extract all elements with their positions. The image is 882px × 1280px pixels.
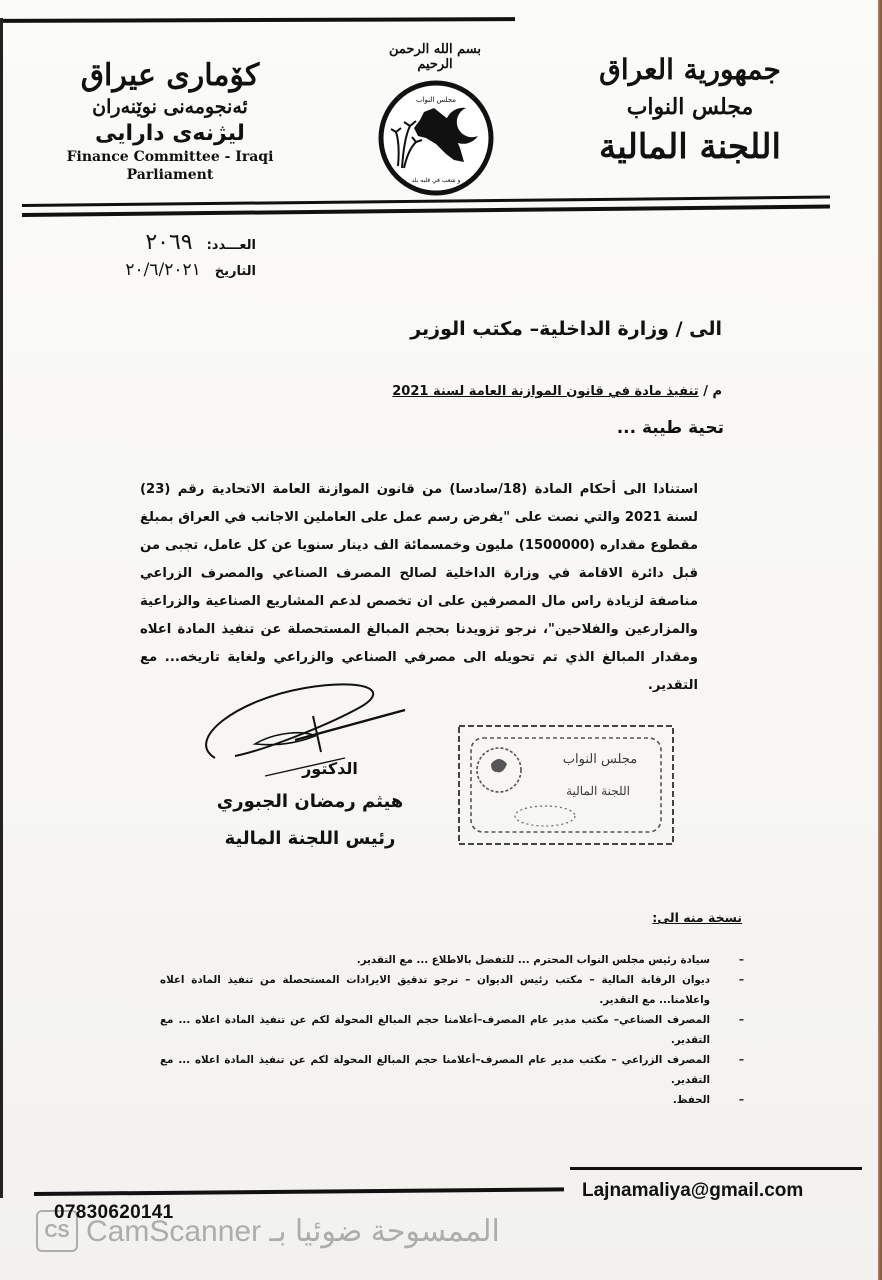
arabic-country-name: جمهورية العراق bbox=[599, 53, 781, 86]
subject-line bbox=[392, 384, 722, 399]
english-parliament: Parliament bbox=[126, 167, 214, 183]
camscanner-text: الممسوحة ضوئيا بـ CamScanner bbox=[86, 1214, 500, 1248]
bullet-dash: – bbox=[738, 1094, 744, 1106]
recipient-line: الى / وزارة الداخلية– مكتب الوزير bbox=[410, 318, 722, 340]
footer-rule bbox=[34, 1187, 564, 1196]
bullet-dash: – bbox=[738, 1014, 744, 1026]
page-edge-shadow bbox=[878, 0, 882, 1280]
arabic-parliament-name: مجلس النواب bbox=[626, 94, 754, 120]
emblem-bottom-text: و شعب في قلبه بلد bbox=[411, 177, 461, 184]
signature-block bbox=[200, 756, 420, 856]
contact-phone: 07830620141 bbox=[54, 1202, 174, 1223]
cc-item-text: ديوان الرقابة المالية – مكتب رئيس الديوان – نرجو تدقيق الايرادات المستحصلة من تنفيذ المادة اعلاه واعلامنا... مع التقدير. bbox=[160, 974, 710, 1006]
stamp-text-committee: اللجنة المالية bbox=[566, 784, 630, 798]
date-row bbox=[46, 260, 256, 290]
cc-item bbox=[160, 1090, 750, 1110]
subject-text: تنفيذ مادة في قانون الموازنة العامة لسنة 2021 bbox=[392, 384, 699, 399]
body-paragraph: استنادا الى أحكام المادة (18/سادسا) من قانون الموازنة العامة الاتحادية رقم (23) لسنة 2021 والتي نصت على "يفرض رسم عمل على العاملين الاجانب في العراق بمبلغ مقطوع مقداره (1500000) مليون وخمسمائة الف دينار سنويا عن كل عامل، تجبى من قبل دائرة الاقامة في وزارة الداخلية لصالح المصرف الصناعي والمصرف الزراعي مناصفة لزيادة راس مال المصرفين على ان تخصص لدعم المشاريع الصناعية والزراعية والمزارعين والفلاحين"، نرجو تزويدنا بحجم المبالغ المستحصلة عن تنفيذ المادة اعلاه ومقدار المبالغ الذي تم تحويله الى مصرفي الصناعي والزراعي ولغاية تاريخه... مع التقدير. bbox=[140, 482, 698, 693]
camscanner-logo-icon: CS bbox=[36, 1210, 78, 1252]
letter-body bbox=[140, 476, 728, 700]
cc-item bbox=[160, 970, 750, 1010]
left-border bbox=[0, 18, 3, 1198]
number-value: ٢٠٦٩ bbox=[145, 230, 193, 255]
contact-email: Lajnamaliya@gmail.com bbox=[582, 1180, 804, 1201]
date-value: ٢٠/٦/٢٠٢١ bbox=[125, 260, 201, 280]
cc-item-text: الحفظ. bbox=[672, 1094, 710, 1106]
bullet-dash: – bbox=[738, 1054, 744, 1066]
reference-number-row bbox=[46, 230, 256, 260]
stamp-text-parliament: مجلس النواب bbox=[562, 752, 638, 767]
letterhead-left bbox=[40, 58, 300, 184]
cc-item bbox=[160, 1050, 750, 1090]
arabic-committee-name: اللجنة المالية bbox=[598, 127, 781, 167]
cc-list bbox=[160, 950, 750, 1110]
cc-item bbox=[160, 950, 750, 970]
number-label: العـــدد: bbox=[206, 238, 256, 253]
kurdish-parliament-name: ئه‌نجومه‌نی نوێنه‌ران bbox=[92, 96, 248, 118]
kurdish-committee-name: لیژنه‌ی دارایی bbox=[95, 121, 245, 146]
letterhead-right bbox=[590, 50, 790, 170]
top-rule bbox=[0, 17, 515, 23]
cc-item-text: سيادة رئيس مجلس النواب المحترم ... للتفضل بالاطلاع ... مع التقدير. bbox=[356, 954, 710, 966]
header-rule bbox=[22, 205, 830, 217]
kurdish-country-name: كۆماری عیراق bbox=[80, 58, 260, 93]
cc-item-text: المصرف الزراعي – مكتب مدير عام المصرف–أعلامنا حجم المبالغ المحولة لكم عن تنفيذ المادة اعلاه ... مع التقدير. bbox=[160, 1054, 710, 1086]
signatory-title: الدكتور bbox=[302, 759, 358, 778]
cc-item bbox=[160, 1010, 750, 1050]
cc-heading: نسخة منه الى: bbox=[652, 910, 742, 925]
basmala: بسم الله الرحمن الرحيم bbox=[389, 42, 481, 72]
greeting: تحية طيبة ... bbox=[616, 418, 724, 438]
cc-item-text: المصرف الصناعي– مكتب مدير عام المصرف–أعلامنا حجم المبالغ المحولة لكم عن تنفيذ المادة اعلاه ... مع التقدير. bbox=[160, 1014, 710, 1046]
subject-prefix: م / bbox=[703, 384, 722, 399]
bullet-dash: – bbox=[738, 954, 744, 966]
emblem-top-text: مجلس النواب bbox=[415, 96, 457, 104]
footer-rule bbox=[570, 1167, 862, 1170]
signatory-name: هيثم رمضان الجبوري bbox=[216, 791, 404, 812]
date-label: التاريخ bbox=[214, 264, 256, 279]
signatory-role: رئيس اللجنة المالية bbox=[224, 828, 396, 849]
english-committee-name: Finance Committee - Iraqi bbox=[66, 149, 274, 165]
bullet-dash: – bbox=[738, 974, 744, 986]
reference-block bbox=[46, 230, 256, 290]
parliament-emblem-icon bbox=[374, 78, 498, 198]
